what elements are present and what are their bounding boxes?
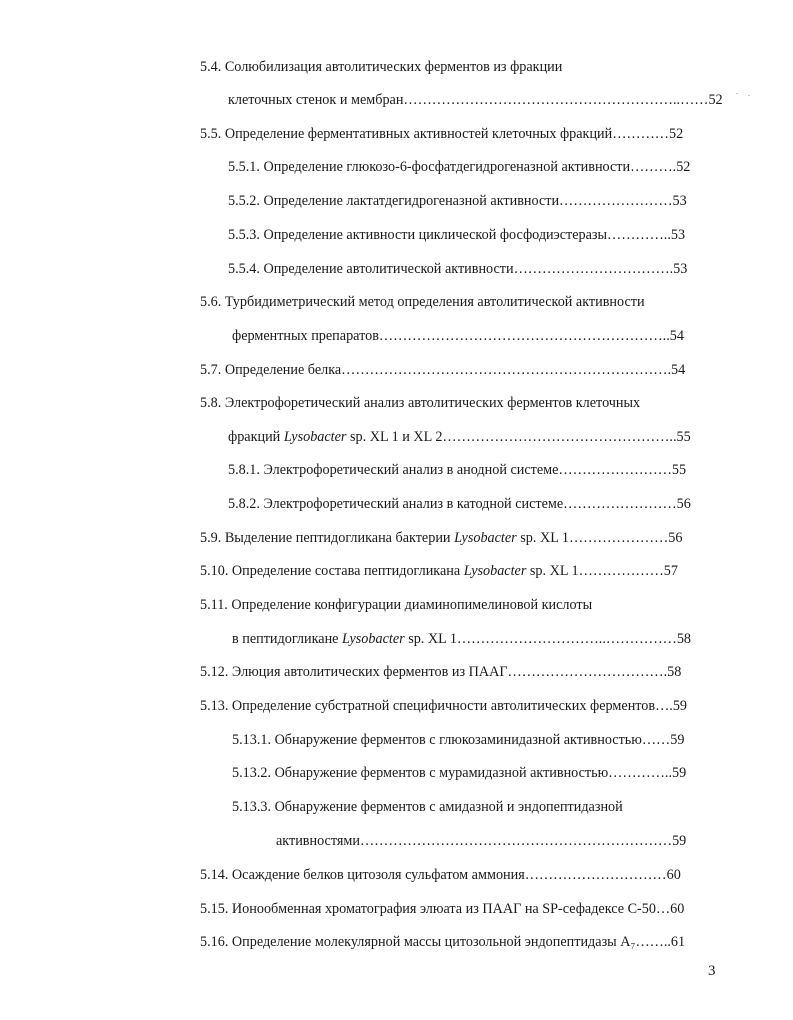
toc-line: 5.8. Электрофоретический анализ автолитических ферментов клеточных [200, 395, 641, 411]
toc-line: 5.13. Определение субстратной специфичности автолитических ферментов….59 [200, 698, 688, 714]
toc-line: 5.8.2. Электрофоретический анализ в катодной системе……………………56 [228, 496, 691, 512]
toc-line: 5.15. Ионообменная хроматография элюата из ПААГ на SP-сефадексе С-50…60 [200, 901, 685, 917]
toc-line: 5.13.1. Обнаружение ферментов с глюкозаминидазной активностью……59 [232, 732, 685, 748]
toc-line: 5.4. Солюбилизация автолитических ферментов из фракции [200, 59, 563, 75]
toc-line: 5.8.1. Электрофоретический анализ в анодной системе……………………55 [228, 462, 687, 478]
toc-line: 5.12. Элюция автолитических ферментов из ПААГ…………………………….58 [200, 664, 682, 680]
toc-line: 5.5.4. Определение автолитической активности…………………………….53 [228, 261, 688, 277]
toc-line: 5.13.2. Обнаружение ферментов с мурамидазной активностью…………..59 [232, 765, 687, 781]
toc-line: 5.5.1. Определение глюкозо-6-фосфатдегидрогеназной активности……….52 [228, 159, 691, 175]
toc-line: 5.13.3. Обнаружение ферментов с амидазной и эндопептидазной [232, 799, 623, 815]
toc-line: 5.11. Определение конфигурации диаминопимелиновой кислоты [200, 597, 593, 613]
scan-speck [736, 93, 738, 94]
scan-speck [748, 95, 750, 96]
toc-line: 5.5.2. Определение лактатдегидрогеназной активности……………………53 [228, 193, 687, 209]
toc-line: клеточных стенок и мембран…………………………………………………..……52 [228, 92, 723, 108]
toc-line: 5.5.3. Определение активности циклической фосфодиэстеразы…………..53 [228, 227, 686, 243]
page-number: 3 [708, 963, 716, 979]
toc-line: 5.10. Определение состава пептидогликана Lysobacter sp. XL 1………………57 [200, 563, 678, 579]
toc-line: 5.14. Осаждение белков цитозоля сульфатом аммония…………………………60 [200, 867, 681, 883]
toc-line: 5.16. Определение молекулярной массы цитозольной эндопептидазы A₇……..61 [200, 934, 686, 950]
toc-line: 5.5. Определение ферментативных активностей клеточных фракций…………52 [200, 126, 684, 142]
toc-line: в пептидогликане Lysobacter sp. XL 1…………………………..……………58 [232, 631, 692, 647]
toc-line: 5.9. Выделение пептидогликана бактерии Lysobacter sp. XL 1…………………56 [200, 530, 683, 546]
toc-line: активностями…………………………………………………………59 [276, 833, 687, 849]
toc-line: фракций Lysobacter sp. XL 1 и XL 2…………………………………………..55 [228, 429, 691, 445]
toc-line: 5.6. Турбидиметрический метод определения автолитической активности [200, 294, 645, 310]
toc-line: 5.7. Определение белка…………………………………………………………….54 [200, 362, 686, 378]
toc-line: ферментных препаратов……………………………………………………..54 [232, 328, 684, 344]
